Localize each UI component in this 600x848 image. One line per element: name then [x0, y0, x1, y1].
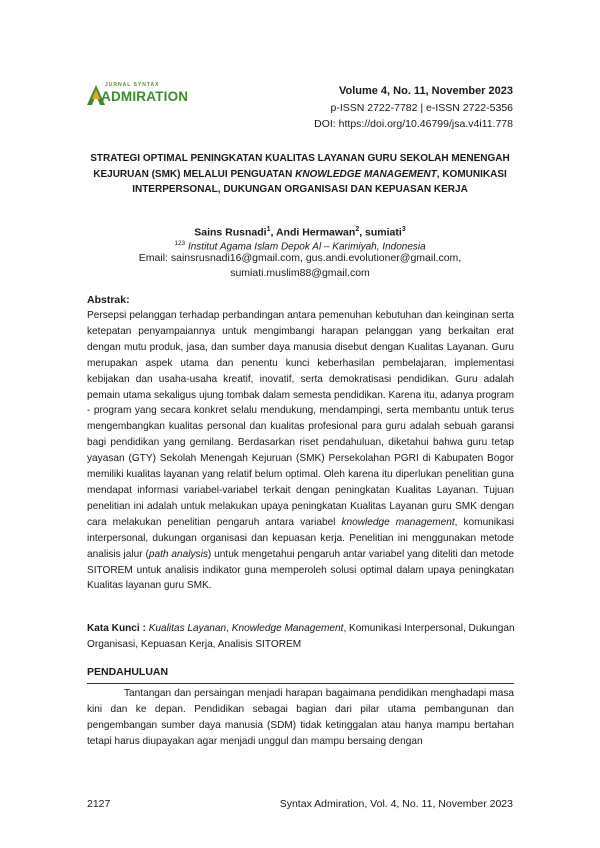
footer-journal: Syntax Admiration, Vol. 4, No. 11, November 2023 [279, 798, 513, 810]
volume-info: Volume 4, No. 11, November 2023 [338, 85, 513, 97]
abstract-body: Persepsi pelanggan terhadap perbandingan antara pemenuhan kebutuhan dan keinginan serta ketepatan penyampaiannya untuk mengimbangi harapan pelanggan yang berkaitan erat dengan mutu produk, jasa, dan sumber daya manusia disebut dengan Kualitas Layanan. Guru merupakan aspek utama dan penentu kunci keberhasilan pembelajaran, implementasi kebijakan dan usaha-usaha kreatif, inovatif, serta demokratisasi pendidikan. Guru adalah pemain utama sekaligus ujung tombak dalam semesta pendidikan. Karena itu, adanya program - program yang secara konkret selalu mendukung, mendampingi, serta membantu untuk terus mengembangkan kualitas personal dan kualitas profesional para guru adalah sebuah garansi bagi pendidikan yang gemilang. Berdasarkan riset pendahuluan, diketahui bahwa guru tetap yayasan (GTY) Sekolah Menengah Kejuruan (SMK) Persekolahan PGRI di Kabupaten Bogor memiliki kualitas layanan yang relatif belum optimal. Oleh karena itu diperlukan penelitian guna mendapat informasi variabel-variabel terkait dengan peningkatan Kualitas Layanan. Tujuan penelitian ini adalah untuk melakukan upaya peningkatan Kualitas Layanan guru SMK dengan cara melakukan penelitian pengaruh antara variabel knowledge management, komunikasi interpersonal, dukungan organisasi dan kepuasan kerja. Penelitian ini menggunakan metode analisis jalur (path analysis) untuk mengetahui pengaruh antar variabel yang diteliti dan metode SITOREM untuk analisis indikator guna memperoleh solusi optimal dalam upaya peningkatan Kualitas layanan guru SMK. [87, 310, 514, 592]
issn-info: p-ISSN 2722-7782 | e-ISSN 2722-5356 [330, 102, 513, 114]
email-line-1[interactable]: Email: sainsrusnadi16@gmail.com, gus.andi.evolutioner@gmail.com, [138, 252, 462, 264]
section-divider [87, 683, 514, 684]
paper-title [70, 151, 530, 198]
journal-meta [314, 83, 513, 132]
abstract-heading: Abstrak: [87, 294, 130, 306]
author-emails [70, 251, 530, 281]
section-heading: PENDAHULUAN [87, 666, 169, 678]
doi-link[interactable]: DOI: https://doi.org/10.46799/jsa.v4i11.778 [314, 118, 513, 130]
author-list: Sains Rusnadi$^1$, Andi Hermawan$^2$, sumiati$^3$ [194, 226, 406, 239]
keywords: Kata Kunci : Kualitas Layanan, Knowledge Management, Komunikasi Interpersonal, Dukungan Organisasi, Kepuasan Kerja, Analisis SITOREM [87, 623, 515, 650]
logo-subtitle: JURNAL SYNTAX [105, 82, 160, 88]
title-line-2: KEJURUAN (SMK) MELALUI PENGUATAN KNOWLEDGE MANAGEMENT, KOMUNIKASI [93, 168, 507, 180]
title-line-3: INTERPERSONAL, DUKUNGAN ORGANISASI DAN KEPUASAN KERJA [132, 184, 468, 195]
title-line-1: STRATEGI OPTIMAL PENINGKATAN KUALITAS LAYANAN GURU SEKOLAH MENENGAH [90, 153, 510, 164]
journal-logo [87, 82, 197, 108]
section-body: Tantangan dan persaingan menjadi harapan bagaimana pendidikan menghadapi masa kini dan ke depan. Pendidikan sebagai bagian dari pilar utama pembangunan dan pengembangan sumber daya manusia (SDM) tidak ketinggalan atau hanya mampu bertahan tetapi harus diupayakan agar menjadi unggul dan mampu bersaing dengan [87, 688, 514, 748]
email-line-2[interactable]: sumiati.muslim88@gmail.com [230, 267, 370, 279]
page-number: 2127 [87, 798, 111, 810]
logo-title: ADMIRATION [101, 89, 189, 104]
author-affiliation: $^{123}$ Institut Agama Islam Depok Al – Karimiyah, Indonesia [174, 240, 426, 253]
